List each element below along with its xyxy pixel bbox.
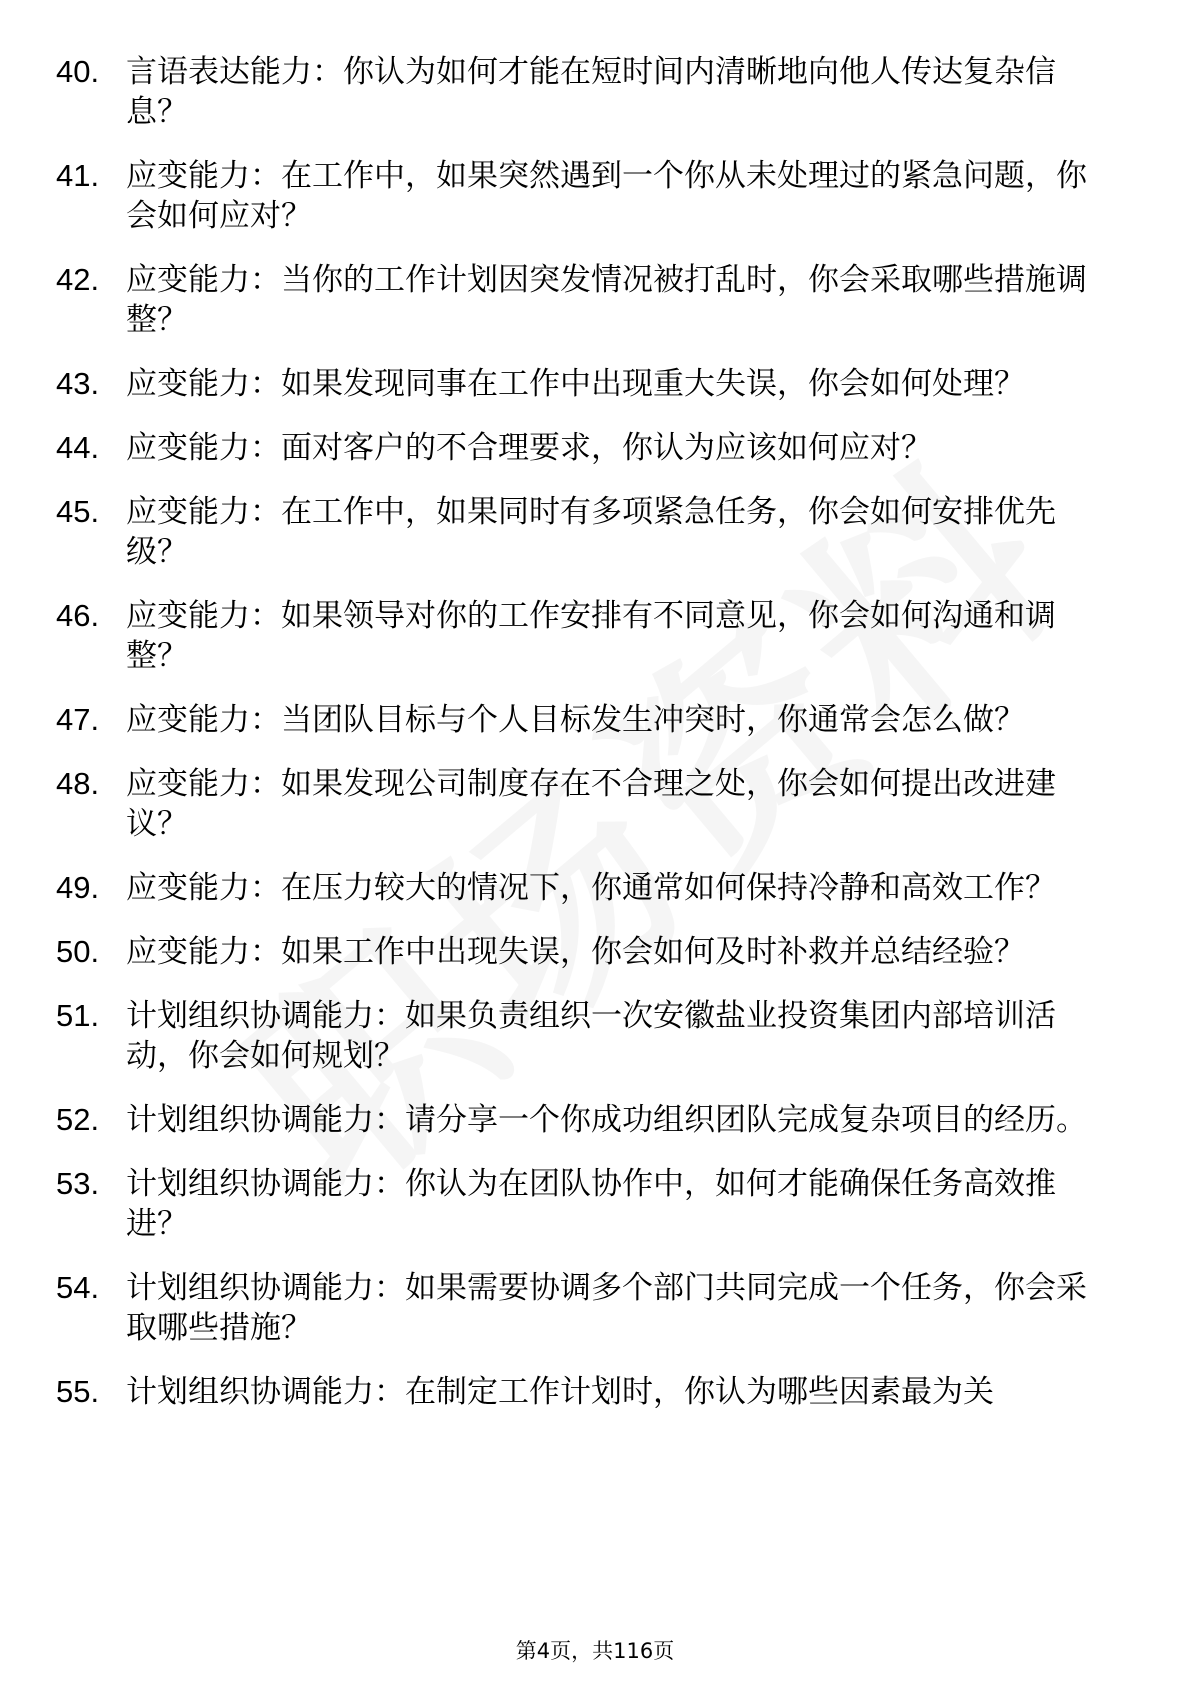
list-item <box>56 1164 1116 1244</box>
question-text: 计划组织协调能力：请分享一个你成功组织团队完成复杂项目的经历。 <box>126 1102 1087 1138</box>
question-number: 49. <box>56 870 100 905</box>
list-item <box>56 868 1116 908</box>
question-text: 言语表达能力：你认为如何才能在短时间内清晰地向他人传达复杂信息？ <box>126 54 1056 130</box>
list-item <box>56 364 1116 404</box>
list-item <box>56 1100 1116 1140</box>
question-number: 52. <box>56 1102 100 1137</box>
question-number: 51. <box>56 998 100 1033</box>
question-text: 计划组织协调能力：如果需要协调多个部门共同完成一个任务，你会采取哪些措施？ <box>126 1270 1087 1346</box>
question-number: 50. <box>56 934 100 969</box>
question-text: 应变能力：在压力较大的情况下，你通常如何保持冷静和高效工作？ <box>126 870 1056 906</box>
question-number: 48. <box>56 766 100 801</box>
question-number: 45. <box>56 494 100 529</box>
question-number: 40. <box>56 54 100 89</box>
question-text: 应变能力：当你的工作计划因突发情况被打乱时，你会采取哪些措施调整？ <box>126 262 1087 338</box>
list-item <box>56 156 1116 236</box>
question-list <box>56 52 1116 1436</box>
list-item <box>56 764 1116 844</box>
list-item <box>56 52 1116 132</box>
list-item <box>56 996 1116 1076</box>
list-item <box>56 492 1116 572</box>
question-number: 53. <box>56 1166 100 1201</box>
question-number: 41. <box>56 158 100 193</box>
question-number: 47. <box>56 702 100 737</box>
question-text: 应变能力：如果工作中出现失误，你会如何及时补救并总结经验？ <box>126 934 1025 970</box>
question-number: 55. <box>56 1374 100 1409</box>
list-item <box>56 596 1116 676</box>
question-text: 应变能力：当团队目标与个人目标发生冲突时，你通常会怎么做？ <box>126 702 1025 738</box>
list-item <box>56 1268 1116 1348</box>
page-footer <box>0 1637 1190 1665</box>
question-text: 计划组织协调能力：在制定工作计划时，你认为哪些因素最为关 <box>126 1374 994 1410</box>
question-number: 43. <box>56 366 100 401</box>
question-text: 应变能力：如果发现公司制度存在不合理之处，你会如何提出改进建议？ <box>126 766 1056 842</box>
question-number: 42. <box>56 262 100 297</box>
list-item <box>56 260 1116 340</box>
question-text: 应变能力：面对客户的不合理要求，你认为应该如何应对？ <box>126 430 932 466</box>
question-number: 44. <box>56 430 100 465</box>
list-item <box>56 700 1116 740</box>
question-number: 46. <box>56 598 100 633</box>
question-text: 应变能力：在工作中，如果同时有多项紧急任务，你会如何安排优先级？ <box>126 494 1056 570</box>
question-number: 54. <box>56 1270 100 1305</box>
page-number-label: 第4页，共116页 <box>515 1639 675 1663</box>
list-item <box>56 932 1116 972</box>
list-item <box>56 428 1116 468</box>
question-text: 应变能力：如果领导对你的工作安排有不同意见，你会如何沟通和调整？ <box>126 598 1056 674</box>
question-text: 计划组织协调能力：如果负责组织一次安徽盐业投资集团内部培训活动，你会如何规划？ <box>126 998 1056 1074</box>
question-text: 计划组织协调能力：你认为在团队协作中，如何才能确保任务高效推进？ <box>126 1166 1056 1242</box>
list-item <box>56 1372 1116 1412</box>
question-text: 应变能力：如果发现同事在工作中出现重大失误，你会如何处理？ <box>126 366 1025 402</box>
question-text: 应变能力：在工作中，如果突然遇到一个你从未处理过的紧急问题，你会如何应对？ <box>126 158 1087 234</box>
